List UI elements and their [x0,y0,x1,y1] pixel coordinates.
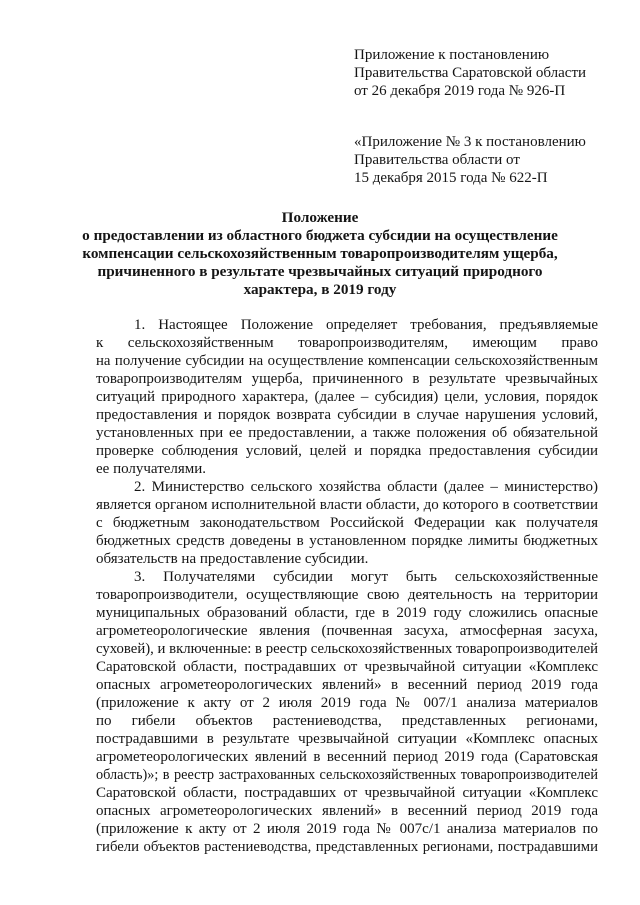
body-line: является органом исполнительной власти области, до которого в соответствии [96,497,598,513]
document-subtitle-line-2: компенсации сельскохозяйственным товаропроизводителям ущерба, [82,245,558,262]
document-subtitle-line-3: причиненного в результате чрезвычайных ситуаций природного [97,263,543,280]
appendix-line-2: Правительства Саратовской области [354,65,587,81]
body-line: с бюджетным законодательством Российской Федерации как получателя [96,515,598,531]
previous-appendix-line-2: Правительства области от [354,152,520,168]
body-line: предоставления и порядок возврата субсидии в случае нарушения условий, [96,407,598,423]
appendix-line-3: от 26 декабря 2019 года № 926-П [354,83,566,99]
body-line: суховей), и включенные: в реестр сельскохозяйственных товаропроизводителей [96,641,599,657]
body-line: (приложение к акту от 2 июля 2019 года № 007с/1 анализа материалов по [96,821,598,837]
body-line: 1. Настоящее Положение определяет требования, предъявляемые [134,317,598,333]
previous-appendix-line-1: «Приложение № 3 к постановлению [354,134,586,150]
body-line: товаропроизводителям ущерба, причиненного в результате чрезвычайных [96,371,598,387]
body-line: к сельскохозяйственным товаропроизводителям, имеющим право [96,335,598,351]
body-line: (приложение к акту от 2 июля 2019 года № 007/1 анализа материалов [96,695,598,711]
body-line: опасных агрометеорологических явлений» в весенний период 2019 года [96,803,598,819]
body-line: область)»; в реестр застрахованных сельскохозяйственных товаропроизводителей [96,767,598,783]
body-line: гибели объектов растениеводства, представленных регионами, пострадавшими [96,839,598,855]
body-line: 3. Получателями субсидии могут быть сельскохозяйственные [134,569,598,585]
body-line: ее получателями. [96,461,207,477]
body-line: 2. Министерство сельского хозяйства области (далее – министерство) [134,479,598,495]
previous-appendix-line-3: 15 декабря 2015 года № 622-П [354,170,548,186]
body-line: бюджетных средств доведены в установленном порядке лимиты бюджетных [96,533,598,549]
body-line: по гибели объектов растениеводства, представленных регионами, [96,713,598,729]
appendix-line-1: Приложение к постановлению [354,47,550,63]
body-line: муниципальных образований области, где в 2019 году сложились опасные [96,605,598,621]
body-line: проверке соблюдения условий, целей и порядка предоставления субсидии [96,443,598,459]
body-line: пострадавшими в результате чрезвычайной ситуации «Комплекс опасных [96,731,598,747]
document-subtitle-line-1: о предоставлении из областного бюджета субсидии на осуществление [82,227,558,244]
body-line: обязательств на предоставление субсидии. [96,551,369,567]
body-line: товаропроизводители, осуществляющие свою деятельность на территории [96,587,598,603]
body-line: опасных агрометеорологических явлений» в весенний период 2019 года [96,677,598,693]
body-line: установленных при ее предоставлении, а также положения об обязательной [96,425,598,441]
body-line: Саратовской области, пострадавших от чрезвычайной ситуации «Комплекс [96,659,598,675]
body-line: агрометеорологических явлений в весенний период 2019 года (Саратовская [96,749,598,765]
body-line: Саратовской области, пострадавших от чрезвычайной ситуации «Комплекс [96,785,598,801]
body-line: на получение субсидии на осуществление компенсации сельскохозяйственным [96,353,598,369]
document-title: Положение [281,209,359,226]
document-subtitle-line-4: характера, в 2019 году [243,281,397,298]
body-line: агрометеорологические явления (почвенная засуха, атмосферная засуха, [96,623,598,639]
body-line: ситуаций природного характера, (далее – субсидия) цели, условия, порядок [96,389,598,405]
